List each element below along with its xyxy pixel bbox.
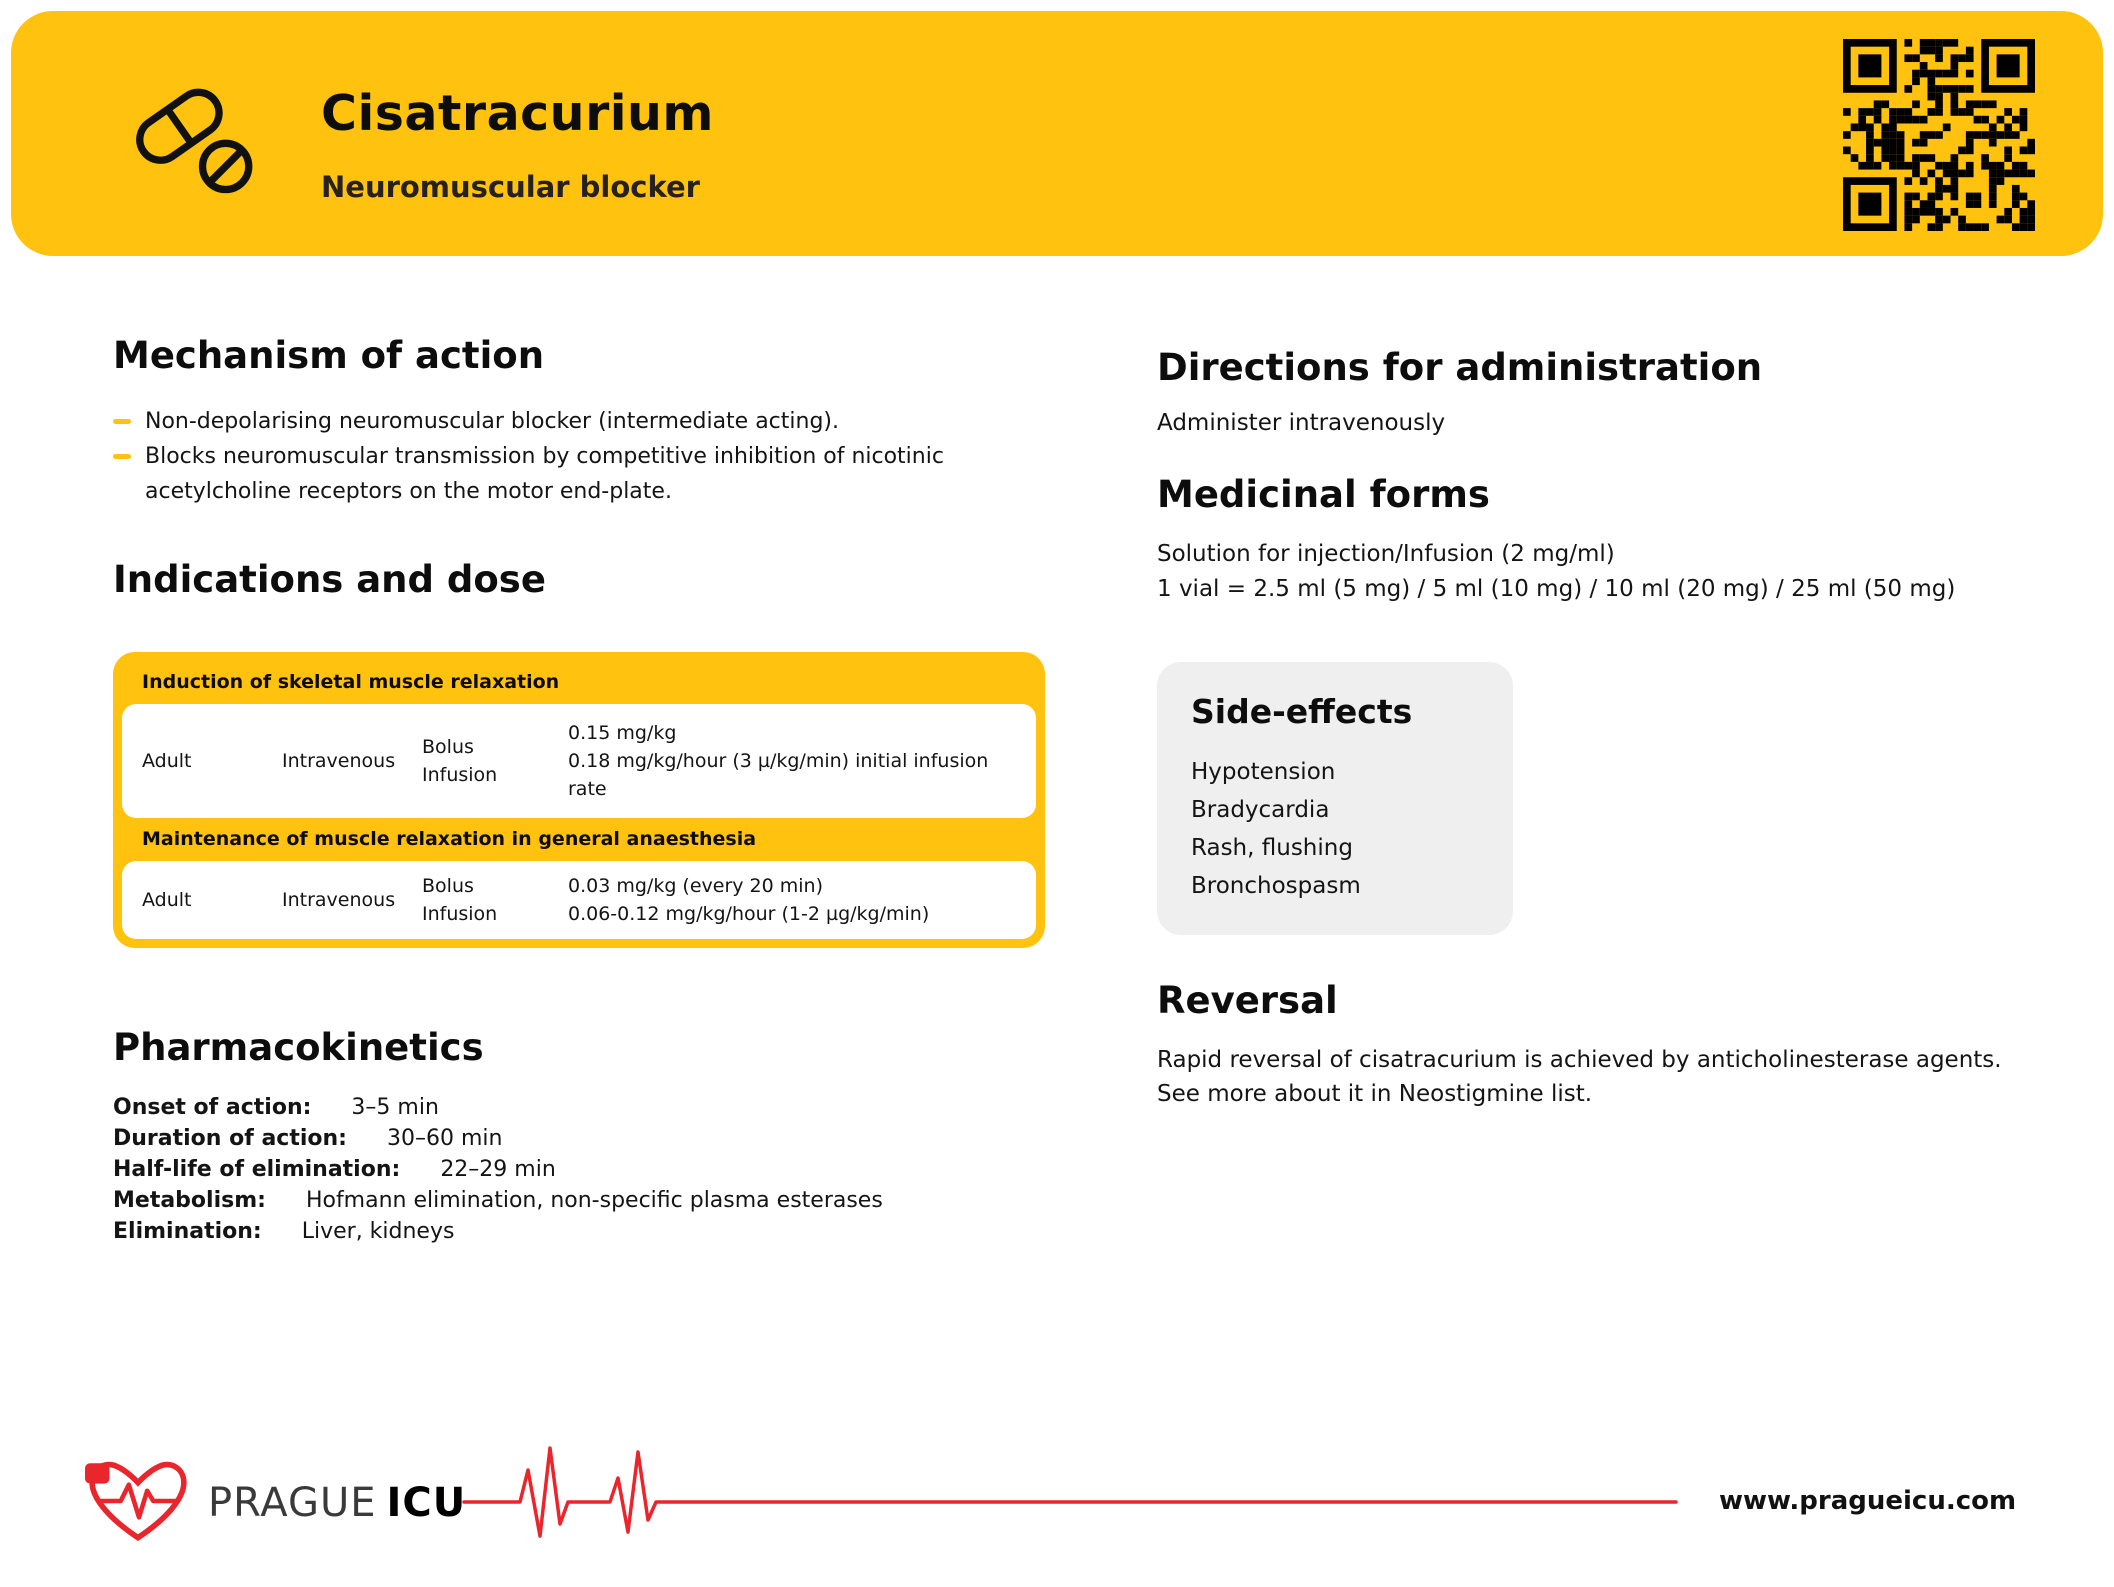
mechanism-bullet-text: Non-depolarising neuromuscular blocker (intermediate acting). xyxy=(145,409,839,434)
dose-section-body xyxy=(122,861,1036,939)
pk-value: 30–60 min xyxy=(386,1126,503,1151)
pk-value: 22–29 min xyxy=(440,1157,556,1182)
mechanism-heading: Mechanism of action xyxy=(113,334,545,377)
dose-population: Adult xyxy=(142,750,192,772)
dose-value: 0.03 mg/kg (every 20 min) xyxy=(568,875,824,897)
side-effects-list xyxy=(1191,753,1479,905)
medicinal-forms-line: 1 vial = 2.5 ml (5 mg) / 5 ml (10 mg) / 10 ml (20 mg) / 25 ml (50 mg) xyxy=(1157,576,1956,602)
pk-value: 3–5 min xyxy=(351,1095,439,1120)
side-effect-item: Bradycardia xyxy=(1191,797,1330,823)
pk-row xyxy=(113,1092,1053,1123)
dose-method: Infusion xyxy=(422,764,498,786)
administration-heading: Directions for administration xyxy=(1157,346,1763,389)
left-column xyxy=(113,333,1053,1247)
brand-bold: ICU xyxy=(386,1480,467,1526)
pharmacokinetics-list xyxy=(113,1092,1053,1247)
pk-label: Half-life of elimination: xyxy=(113,1157,401,1182)
pk-label: Onset of action: xyxy=(113,1095,312,1120)
pk-row xyxy=(113,1216,1053,1247)
pill-icon xyxy=(121,69,267,203)
side-effects-box xyxy=(1157,662,1513,935)
dose-method: Bolus xyxy=(422,875,474,897)
pk-label: Elimination: xyxy=(113,1219,262,1244)
ecg-line-icon xyxy=(462,1440,1678,1562)
mechanism-bullet-text: Blocks neuromuscular transmission by competitive inhibition of nicotinic acetylcholine receptors on the motor end-plate. xyxy=(145,444,944,504)
pk-row xyxy=(113,1123,1053,1154)
pharmacokinetics-heading: Pharmacokinetics xyxy=(113,1026,484,1069)
indications-heading: Indications and dose xyxy=(113,558,546,601)
title-block xyxy=(321,85,714,204)
pk-value: Hofmann elimination, non-specific plasma esterases xyxy=(305,1188,883,1213)
dose-method: Bolus xyxy=(422,736,474,758)
pk-row xyxy=(113,1185,1053,1216)
pk-label: Metabolism: xyxy=(113,1188,266,1213)
dose-row xyxy=(122,719,1036,803)
mechanism-bullet xyxy=(113,404,1053,439)
dose-value: 0.15 mg/kg xyxy=(568,722,677,744)
dose-values xyxy=(568,719,1016,803)
dose-population: Adult xyxy=(142,889,192,911)
dose-section-body xyxy=(122,704,1036,818)
medicinal-forms-text xyxy=(1157,537,2007,607)
mechanism-bullet xyxy=(113,439,1053,509)
dose-value: 0.06-0.12 mg/kg/hour (1-2 µg/kg/min) xyxy=(568,903,930,925)
dose-section-title: Induction of skeletal muscle relaxation xyxy=(142,671,560,693)
medicinal-forms-heading: Medicinal forms xyxy=(1157,473,1490,516)
side-effect-item: Hypotension xyxy=(1191,759,1336,785)
dose-method: Infusion xyxy=(422,903,498,925)
side-effect-item: Rash, flushing xyxy=(1191,835,1353,861)
dose-methods xyxy=(422,733,568,789)
side-effect-item: Bronchospasm xyxy=(1191,873,1361,899)
brand-regular: PRAGUE xyxy=(208,1480,377,1526)
reversal-line: Rapid reversal of cisatracurium is achieved by anticholinesterase agents. xyxy=(1157,1047,2002,1073)
brand-logo xyxy=(208,1480,466,1526)
qr-code-icon xyxy=(1843,39,2035,231)
side-effects-heading: Side-effects xyxy=(1191,692,1413,731)
dose-row xyxy=(122,872,1036,928)
dose-section-title: Maintenance of muscle relaxation in general anaesthesia xyxy=(142,828,757,850)
reversal-heading: Reversal xyxy=(1157,979,1338,1022)
dose-value: 0.18 mg/kg/hour (3 µ/kg/min) initial infusion rate xyxy=(568,750,989,800)
header-banner xyxy=(11,11,2103,256)
website-link[interactable]: www.pragueicu.com xyxy=(1719,1486,2017,1516)
pk-row xyxy=(113,1154,1053,1185)
right-column xyxy=(1157,345,2007,1111)
bullet-dash-icon xyxy=(113,454,131,459)
dose-methods xyxy=(422,872,568,928)
drug-subtitle: Neuromuscular blocker xyxy=(321,170,700,204)
heart-logo-icon xyxy=(84,1458,192,1544)
dose-table xyxy=(113,652,1045,948)
reversal-text xyxy=(1157,1043,2007,1111)
pk-value: Liver, kidneys xyxy=(301,1219,455,1244)
pk-label: Duration of action: xyxy=(113,1126,347,1151)
dose-route: Intravenous xyxy=(282,889,396,911)
dose-values xyxy=(568,872,1016,928)
reversal-line: See more about it in Neostigmine list. xyxy=(1157,1081,1593,1107)
mechanism-list xyxy=(113,404,1053,509)
dose-route: Intravenous xyxy=(282,750,396,772)
medicinal-forms-line: Solution for injection/Infusion (2 mg/ml) xyxy=(1157,541,1615,567)
bullet-dash-icon xyxy=(113,419,131,424)
drug-title: Cisatracurium xyxy=(321,85,714,142)
administration-text: Administer intravenously xyxy=(1157,410,1446,436)
